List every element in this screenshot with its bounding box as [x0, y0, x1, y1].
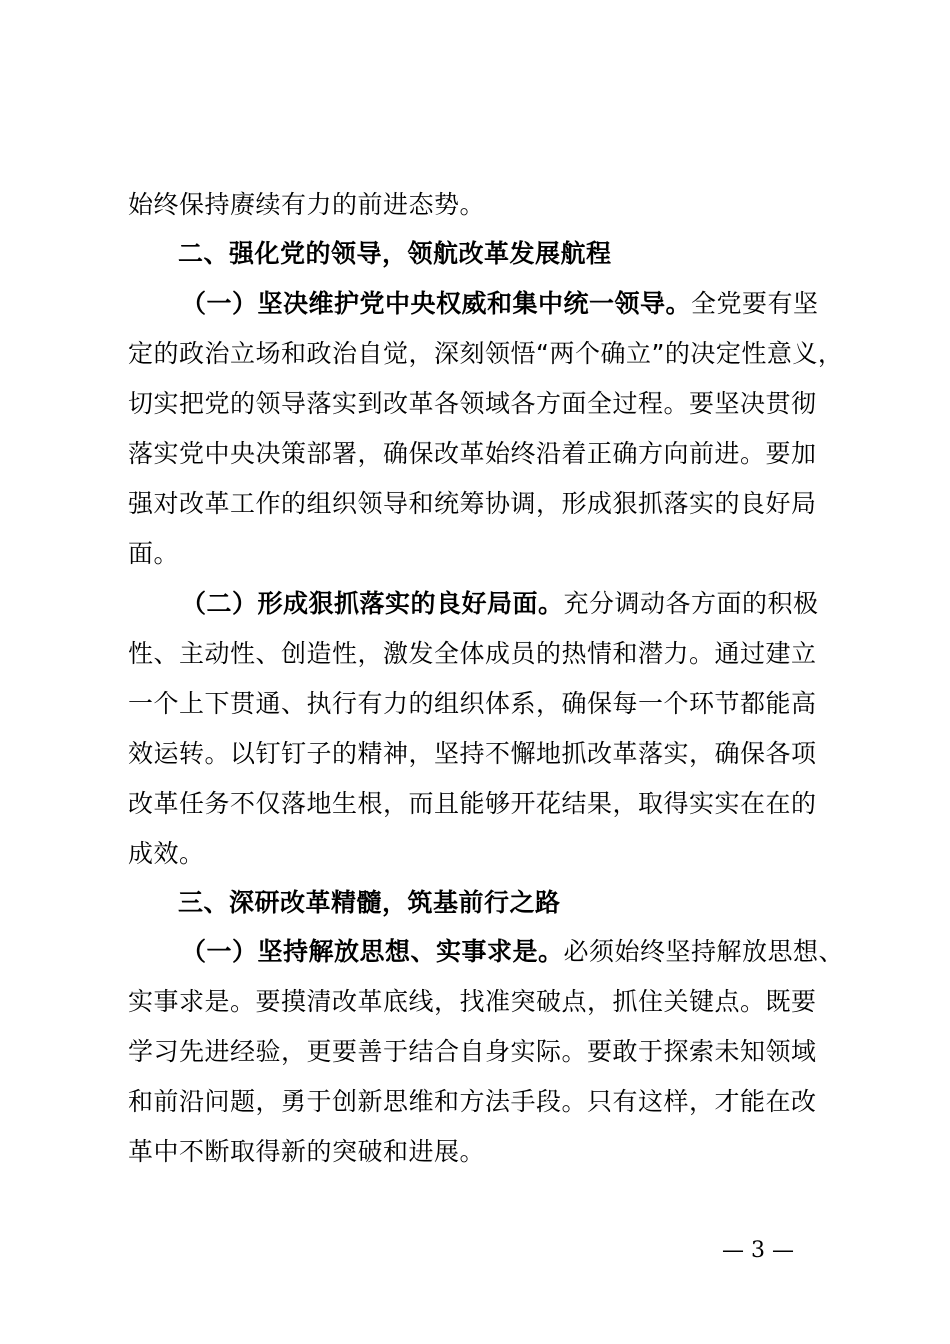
paragraph-line: 学习先进经验，更要善于结合自身实际。要敢于探索未知领域 [128, 1037, 817, 1066]
paragraph-line: 定的政治立场和政治自觉，深刻领悟“两个确立”的决定性意义， [128, 339, 844, 368]
paragraph-line: 实事求是。要摸清改革底线，找准突破点，抓住关键点。既要 [128, 987, 817, 1016]
paragraph-line: 成效。 [128, 839, 205, 868]
paragraph-line: 革中不断取得新的突破和进展。 [128, 1137, 486, 1166]
section-heading-3: 三、深研改革精髓，筑基前行之路 [178, 888, 561, 917]
paragraph-text: 必须始终坚持解放思想、 [563, 937, 845, 966]
subheading-2-2: （二）形成狠抓落实的良好局面。 [181, 589, 564, 618]
paragraph-line: 和前沿问题，勇于创新思维和方法手段。只有这样，才能在改 [128, 1087, 817, 1116]
paragraph-line: 面。 [128, 539, 180, 568]
paragraph-text: 充分调动各方面的积极 [563, 589, 819, 618]
section-heading-2: 二、强化党的领导，领航改革发展航程 [178, 239, 612, 268]
paragraph-line: 强对改革工作的组织领导和统筹协调，形成狠抓落实的良好局 [128, 489, 817, 518]
paragraph-text: 全党要有坚 [691, 289, 819, 318]
paragraph-line [181, 287, 891, 321]
paragraph-line: 始终保持赓续有力的前进态势。 [128, 190, 486, 219]
paragraph-line: 改革任务不仅落地生根，而且能够开花结果，取得实实在在的 [128, 789, 817, 818]
subheading-3-1: （一）坚持解放思想、实事求是。 [181, 937, 564, 966]
paragraph-line [181, 587, 891, 621]
paragraph-line: 性、主动性、创造性，激发全体成员的热情和潜力。通过建立 [128, 639, 817, 668]
paragraph-line: 一个上下贯通、执行有力的组织体系，确保每一个环节都能高 [128, 689, 817, 718]
paragraph-line: 落实党中央决策部署，确保改革始终沿着正确方向前进。要加 [128, 439, 817, 468]
subheading-2-1: （一）坚决维护党中央权威和集中统一领导。 [181, 289, 692, 318]
page-number: — 3 — [722, 1238, 794, 1263]
paragraph-line: 切实把党的领导落实到改革各领域各方面全过程。要坚决贯彻 [128, 389, 817, 418]
paragraph-line [181, 935, 891, 969]
paragraph-line: 效运转。以钉钉子的精神，坚持不懈地抓改革落实，确保各项 [128, 739, 817, 768]
